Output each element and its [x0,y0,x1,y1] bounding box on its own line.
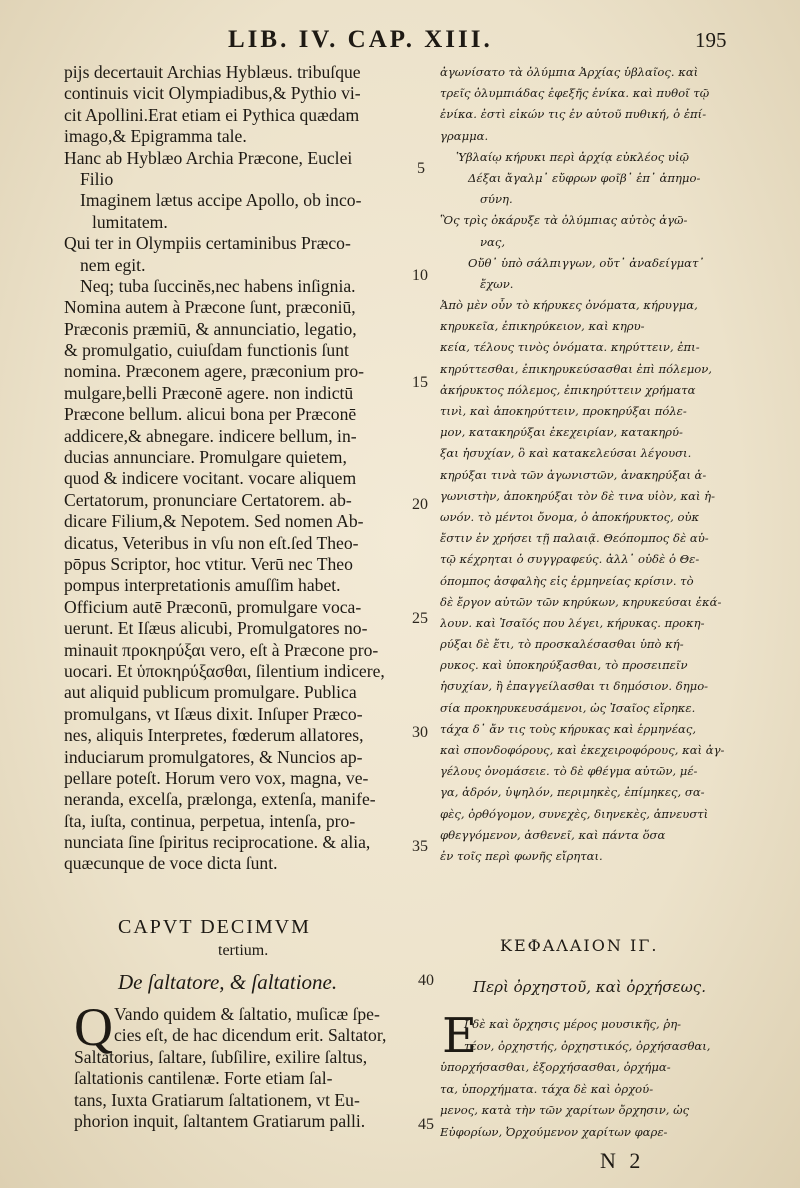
text-line: όπομπος ἀσφαλὴς εἰς ἑρμηνείας κρίσιν. τὸ [440,573,694,588]
text-line: Saltatorius, ſaltare, ſubſilire, exilire ſaltus, [74,1046,368,1067]
text-line: τρεῖς ὀλυμπιάδας ἐφεξῆς ἐνίκα. καὶ πυθοῖ τῷ [440,86,710,101]
text-line: induciarum promulgatores, & Nuncios ap- [64,746,363,767]
text-line: Præconis præmiū, & annunciatio, legatio, [64,318,357,339]
text-line: γραμμα. [440,128,489,143]
text-line: ρύξαι δὲ ἔτι, τὸ προσκαλέσασθαι ὑπὸ κή- [440,637,684,652]
running-header [0,26,800,56]
text-line: uocari. Et ὑποκηρύξασθαι, ſilentium indicere, [64,660,385,681]
text-line: quæcunque de voce dicta ſunt. [64,853,278,874]
text-line: Εὐφορίων, Ὀρχούμενον χαρίτων φαρε- [440,1124,668,1139]
text-line: Hanc ab Hyblæo Archia Præcone, Euclei [64,147,353,168]
text-line: cit Apollini.Erat etiam ei Pythica quædam [64,104,360,125]
text-line: Officium autē Præconū, promulgare voca- [64,596,362,617]
text-line: ἐνίκα. ἐστὶ εἰκών τις ἐν αὐτοῦ πυθική, ὁ ἐπί- [440,107,707,122]
text-line: Nomina autem à Præcone ſunt, præconiū, [64,297,356,318]
chapter-heading-latin-sub: tertium. [218,942,269,959]
text-line: σύνη. [480,192,513,207]
text-line: κηρύττεσθαι, ἐπικηρυκεύσασθαι ἐπὶ πόλεμον, [440,361,712,376]
text-line: pijs decertauit Archias Hyblæus. tribuſque [64,62,361,82]
text-line: promulgans, vt Iſæus dixit. Inſuper Præco- [64,703,363,724]
text-line: addicere,& abnegare. indicere bellum, in- [64,425,357,446]
text-line: minauit προκηρύξαι vero, eſt à Præcone pro- [64,639,379,660]
text-line: Ὑβλαίῳ κήρυκι περὶ ἀρχίᾳ εὐκλέος υἱῷ [456,149,689,164]
text-line: νας, [480,234,506,249]
text-line: dicare Filium,& Nepotem. Sed nomen Ab- [64,511,364,532]
text-line: ἔχων. [480,276,514,291]
text-line: ρυκος. καὶ ὑποκηρύξασθαι, τὸ προσειπεῖν [440,658,688,673]
chapter-heading-latin: CAPVT DECIMVM [118,916,311,938]
latin-column [64,62,412,875]
text-line: Certatorum, pronunciare Certatorem. ab- [64,489,352,510]
signature-mark: N 2 [600,1148,645,1173]
text-line: μον, κατακηρύξαι ἐκεχειρίαν, κατακηρύ- [440,425,683,440]
text-line: κηρύξαι τινὰ τῶν ἀγωνιστῶν, ἀνακηρύξαι ἀ- [440,467,707,482]
text-line: aut aliquid publicum promulgare. Publica [64,682,357,703]
line-number-25: 25 [412,610,428,627]
line-number-30: 30 [412,724,428,741]
text-line: cies eſt, de hac dicendum erit. Saltator, [114,1025,387,1046]
line-number-20: 20 [412,496,428,513]
text-line: Ι δὲ καὶ ὄρχησις μέρος μουσικῆς, ῥη- [464,1017,682,1031]
text-line: ἀκήρυκτος πόλεμος, ἐπικηρύττειν χρήματα [440,382,696,397]
text-line: Filio [80,168,114,189]
text-line: neranda, excelſa, prælonga, extenſa, manife- [64,789,376,810]
text-line: Οὔθ᾽ ὑπὸ σάλπιγγων, οὔτ᾽ ἀναδείγματ᾽ [468,255,705,270]
text-line: lumitatem. [92,211,168,232]
text-line: uerunt. Et Iſæus alicubi, Promulgatores no- [64,618,368,639]
chapter-heading-greek: ΚΕΦΑΛΑΙΟΝ ΙΓ. [500,936,659,955]
text-line: φὲς, ὀρθόγομον, συνεχὲς, διηνεκὲς, ἀπνευστὶ [440,806,709,821]
text-line: κεία, τέλους τινὸς ὀνόματα. κηρύττειν, ἐπι- [440,340,700,355]
text-line: φθεγγόμενον, ἀσθενεῖ, καὶ πάντα ὅσα [440,827,666,842]
latin-column-lower [74,1004,414,1132]
text-line: pōpus Scriptor, hoc vtitur. Verū nec Theo [64,553,353,574]
text-line: τα, ὑπορχήματα. τάχα δὲ καὶ ὀρχού- [440,1081,654,1096]
text-line: Ὃς τρὶς ὀκάρυξε τὰ ὀλύμπιας αὐτὸς ἀγῶ- [440,213,688,228]
text-line: ſaltationis cantilenæ. Forte etiam ſal- [74,1068,333,1089]
text-line: Præcone bellum. alicui bona per Præconē [64,404,357,425]
text-line: σία προκηρυκευσάμενοι, ὡς Ἰσαῖος εἴρηκε. [440,700,696,715]
line-number-5: 5 [417,160,425,177]
text-line: κηρυκεῖα, ἐπικηρύκειον, καὶ κηρυ- [440,319,645,334]
text-line: καὶ σπονδοφόρους, καὶ ἐκεχειροφόρους, καὶ ἀγ- [440,743,725,757]
text-line: continuis vicit Olympiadibus,& Pythio vi- [64,83,361,104]
dropcap-latin: Q [74,997,113,1057]
text-line: τέον, ὀρχηστής, ὀρχηστικός, ὀρχήσασθαι, [464,1038,711,1053]
text-line: ἔστιν ἐν χρήσει τῇ παλαιᾷ. Θεόπομπος δὲ αὐ- [440,531,709,546]
text-line: phorion inquit, ſaltantem Gratiarum palli. [74,1110,366,1131]
text-line: γέλους ὀνομάσειε. τὸ δὲ φθέγμα αὐτῶν, μέ- [440,764,698,779]
text-line: nunciata ſine ſpiritus reciprocatione. & alia, [64,832,371,853]
text-line: Δέξαι ἄγαλμ᾽ εὔφρων φοῖβ᾽ ἐπ᾽ ἀπημο- [468,170,701,185]
text-line: dicatus, Veteribus in vſu non eſt.ſed Theo- [64,532,359,553]
dropcap-greek: Ε [442,1008,478,1064]
text-line: Neq; tuba ſuccinĕs,nec habens inſignia. [80,275,356,296]
text-line: τάχα δ᾽ ἄν τις τοὺς κήρυκας καὶ ἑρμηνέας, [440,721,697,736]
text-line: ἀγωνίσατο τὰ ὀλύμπια Ἀρχίας ὑβλαῖος. καὶ [440,65,699,79]
section-title-latin: De ſaltatore, & ſaltatione. [118,970,338,994]
text-line: ξαι ἡσυχίαν, ὃ καὶ κατακελεύσαι λέγουσι. [440,446,692,461]
text-line: nomina. Præconem agere, præconium pro- [64,361,364,382]
greek-column-lower [440,1008,740,1143]
text-line: Vando quidem & ſaltatio, muſicæ ſpe- [114,1004,380,1024]
text-line: imago,& Epigramma tale. [64,126,247,147]
text-line: quod & indicere vocitant. vocare aliquem [64,468,357,489]
line-number-45: 45 [418,1116,434,1133]
text-line: pellare poteſt. Horum vero vox, magna, ve- [64,767,369,788]
text-line: τινὶ, καὶ ἀποκηρύττειν, προκηρύξαι πόλε- [440,404,687,418]
text-line: ἡσυχίαν, ἢ ἐπαγγείλασθαι τι δημόσιον. δημο- [440,679,709,694]
text-line: nem egit. [80,254,146,275]
text-line: pompus interpretationis amuſſim habet. [64,575,341,596]
line-number-35: 35 [412,838,428,855]
text-line: nes, aliquis Interpretes, fœderum allatores, [64,725,364,746]
running-title: LIB. IV. CAP. XIII. [228,26,493,53]
text-line: μενος, κατὰ τὴν τῶν χαρίτων ὄρχησιν, ὡς [440,1103,690,1117]
text-line: tans, Iuxta Gratiarum ſaltationem, vt Eu- [74,1089,360,1110]
line-number-15: 15 [412,374,428,391]
text-line: γωνιστὴν, ἀποκηρύξαι τὸν δὲ τινα υἱὸν, καὶ ἡ- [440,488,716,503]
text-line: mulgare,belli Præconē agere. non indictū [64,382,354,403]
text-line: ωνόν. τὸ μέντοι ὄνομα, ὁ ἀποκήρυκτος, οὐκ [440,509,700,524]
text-line: Ἀπὸ μὲν οὖν τὸ κήρυκες ὀνόματα, κήρυγμα, [440,298,698,313]
text-line: ὑπορχήσασθαι, ἐξορχήσασθαι, ὀρχήμα- [440,1060,671,1074]
line-number-10: 10 [412,267,428,284]
page-number: 195 [695,28,727,52]
text-line: ἐν τοῖς περὶ φωνῆς εἴρηται. [440,848,603,863]
line-number-40: 40 [418,972,434,989]
text-line: γα, ἁδρόν, ὑψηλόν, περιμηκὲς, ἐπίμηκες, σα- [440,785,705,800]
text-line: λουν. καὶ Ἰσαῖός που λέγει, κήρυκας. προκη- [440,615,705,630]
text-line: Qui ter in Olympiis certaminibus Præco- [64,233,351,254]
text-line: Imaginem lætus accipe Apollo, ob inco- [80,190,362,211]
greek-column [440,62,740,867]
text-line: δὲ ἔργον αὐτῶν τῶν κηρύκων, κηρυκεύσαι ἐκά- [440,594,722,609]
text-line: ſta, iuſta, continua, perpetua, intenſa, pro- [64,810,356,831]
text-line: τῷ κέχρηται ὁ συγγραφεύς. ἀλλ᾽ οὐδὲ ὁ Θε- [440,552,700,567]
section-title-greek: Περὶ ὀρχηστοῦ, καὶ ὀρχήσεως. [473,978,706,996]
text-line: ducias annunciare. Promulgare quietem, [64,447,347,468]
text-line: & promulgatio, cuiuſdam functionis ſunt [64,340,349,361]
